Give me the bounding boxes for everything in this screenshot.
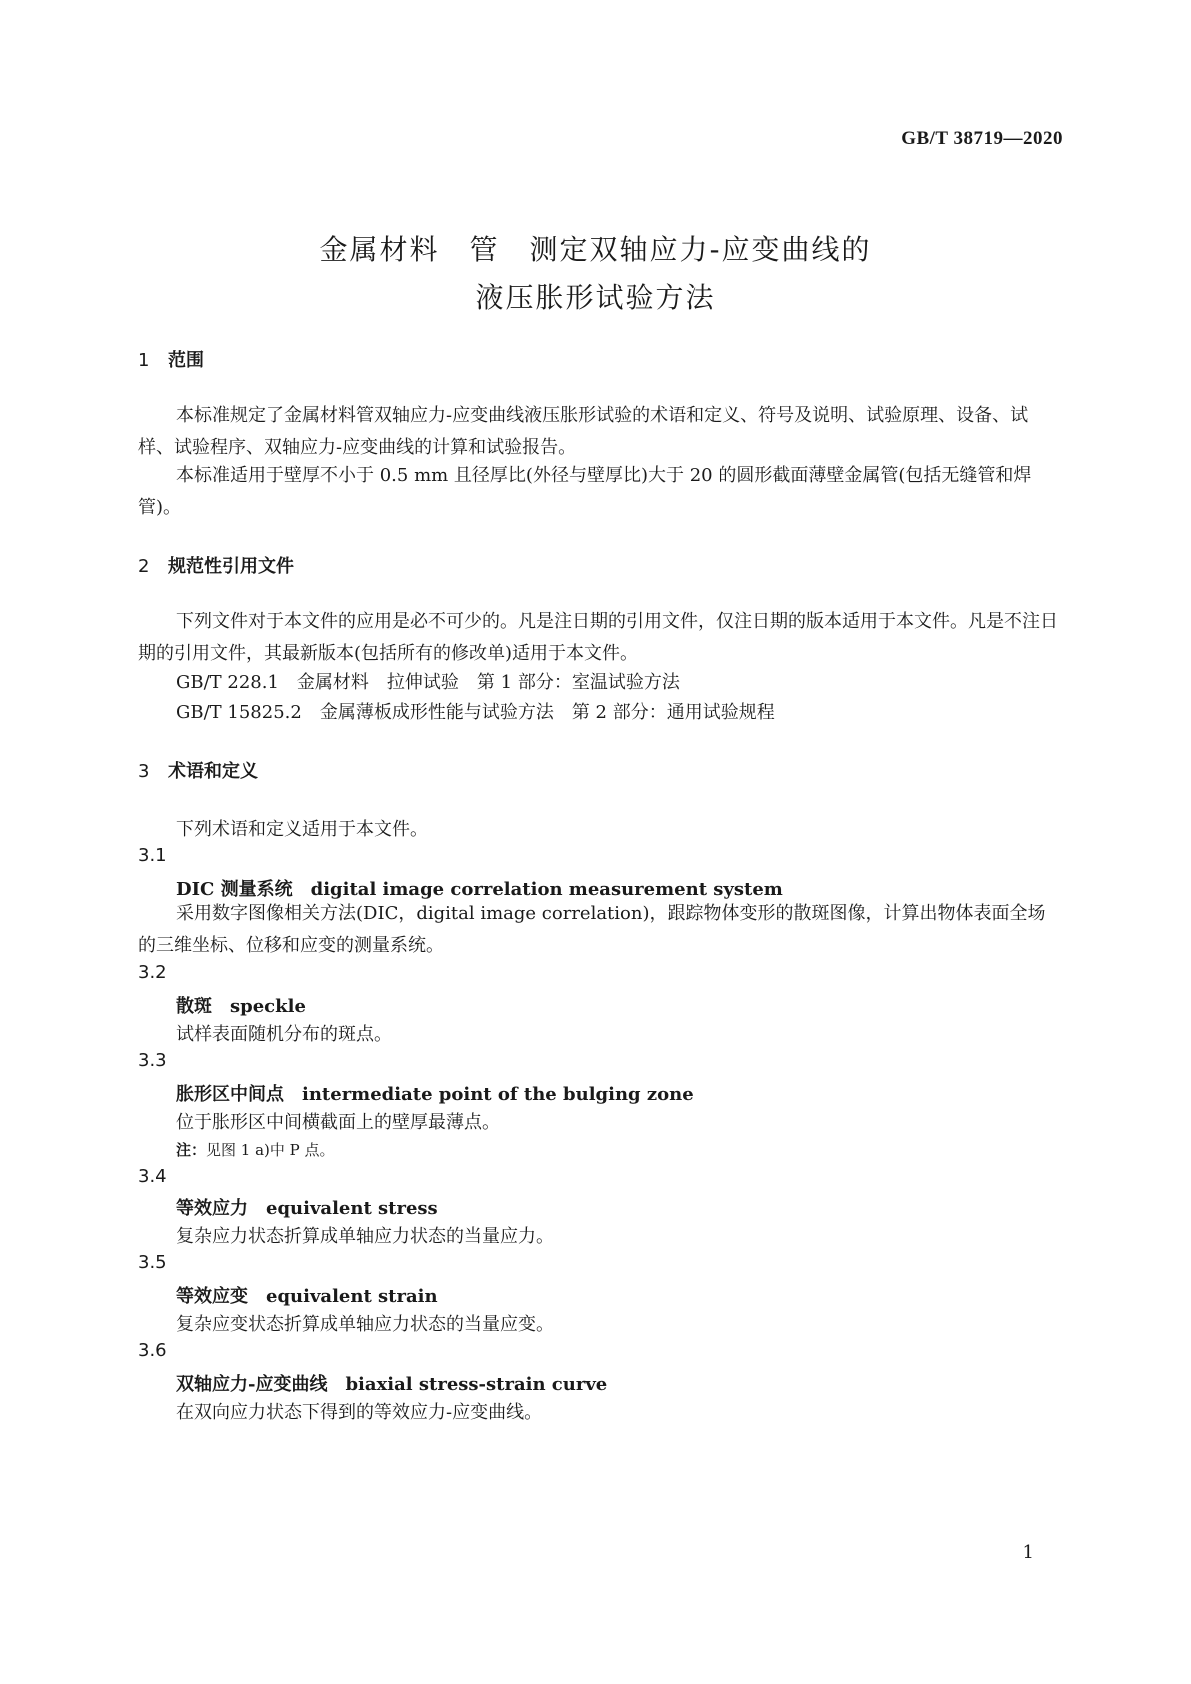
term-definition: 在双向应力状态下得到的等效应力-应变曲线。: [176, 1402, 543, 1423]
term-number: 3.1: [138, 845, 167, 866]
section-number: 2: [138, 556, 150, 577]
term-number: 3.6: [138, 1340, 167, 1361]
term-definition: 位于胀形区中间横截面上的壁厚最薄点。: [176, 1112, 500, 1133]
term-number: 3.4: [138, 1166, 167, 1187]
section-1-heading: [138, 346, 204, 372]
section-3-intro: 下列术语和定义适用于本文件。: [176, 819, 428, 840]
document-title-line2: 液压胀形试验方法: [475, 281, 716, 314]
term-title: 双轴应力-应变曲线 biaxial stress-strain curve: [176, 1374, 608, 1395]
section-2-heading: [138, 552, 294, 578]
term-definition: 复杂应变状态折算成单轴应力状态的当量应变。: [176, 1314, 554, 1335]
term-definition: 复杂应力状态折算成单轴应力状态的当量应力。: [176, 1226, 554, 1247]
section-number: 3: [138, 761, 150, 782]
term-number: 3.3: [138, 1050, 167, 1071]
normative-reference-2: GB/T 15825.2 金属薄板成形性能与试验方法 第 2 部分：通用试验规程: [176, 702, 775, 723]
term-title: 散斑 speckle: [176, 996, 306, 1017]
document-title-line1: 金属材料 管 测定双轴应力-应变曲线的: [319, 233, 872, 266]
term-definition: 采用数字图像相关方法(DIC，digital image correlation)，跟踪物体变形的散斑图像，计算出物体表面全场的三维坐标、位移和应变的测量系统。: [138, 903, 1046, 956]
section-number: 1: [138, 350, 150, 371]
section-title: 术语和定义: [168, 761, 258, 782]
term-definition: 试样表面随机分布的斑点。: [176, 1024, 392, 1045]
section-1-paragraph-2: 本标准适用于壁厚不小于 0.5 mm 且径厚比(外径与壁厚比)大于 20 的圆形截面薄壁金属管(包括无缝管和焊管)。: [138, 465, 1032, 518]
term-number: 3.2: [138, 962, 167, 983]
term-title: DIC 测量系统 digital image correlation measurement system: [176, 879, 783, 900]
note-text: 见图 1 a)中 P 点。: [206, 1141, 335, 1159]
note-label: 注：: [176, 1141, 207, 1159]
section-3-heading: [138, 757, 258, 783]
term-note: [176, 1139, 335, 1160]
standard-number: GB/T 38719—2020: [901, 128, 1063, 149]
normative-reference-1: GB/T 228.1 金属材料 拉伸试验 第 1 部分：室温试验方法: [176, 672, 680, 693]
section-title: 规范性引用文件: [168, 556, 294, 577]
term-title: 等效应变 equivalent strain: [176, 1286, 438, 1307]
term-number: 3.5: [138, 1252, 167, 1273]
section-title: 范围: [168, 350, 204, 371]
page-number: 1: [1022, 1542, 1034, 1563]
section-2-paragraph-1: 下列文件对于本文件的应用是必不可少的。凡是注日期的引用文件，仅注日期的版本适用于本文件。凡是不注日期的引用文件，其最新版本(包括所有的修改单)适用于本文件。: [138, 611, 1058, 664]
term-title: 等效应力 equivalent stress: [176, 1198, 438, 1219]
section-1-paragraph-1: 本标准规定了金属材料管双轴应力-应变曲线液压胀形试验的术语和定义、符号及说明、试验原理、设备、试样、试验程序、双轴应力-应变曲线的计算和试验报告。: [138, 405, 1029, 458]
term-title: 胀形区中间点 intermediate point of the bulging zone: [176, 1084, 694, 1105]
